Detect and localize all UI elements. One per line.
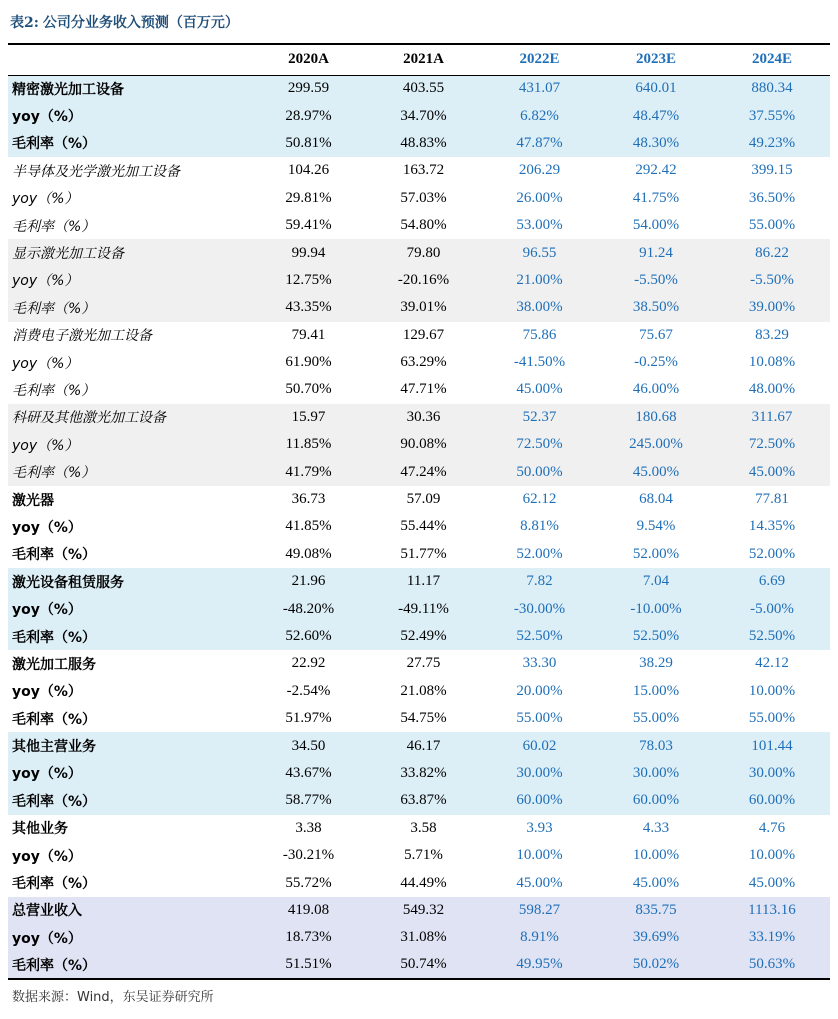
table-row — [8, 650, 830, 677]
revenue-forecast-table-container — [8, 43, 830, 980]
cell-2021a: 55.44% — [400, 518, 447, 535]
row-label: 激光加工服务 — [12, 656, 96, 673]
cell-2020a: 11.85% — [251, 431, 366, 458]
cell-2022e: 52.00% — [516, 545, 563, 562]
cell-2021a: 34.70% — [366, 102, 481, 129]
table-row — [8, 185, 830, 212]
table-row — [8, 458, 830, 485]
cell-2021a: 63.87% — [366, 787, 481, 814]
cell-2024e: 39.00% — [714, 294, 830, 321]
cell-2023e: 78.03 — [598, 732, 714, 759]
cell-2020a: 104.26 — [287, 162, 330, 179]
table-row — [8, 431, 830, 458]
cell-2022e: 75.86 — [522, 326, 557, 343]
cell-2020a: -48.20% — [251, 595, 366, 622]
cell-2022e: 53.00% — [516, 217, 563, 234]
row-label: 半导体及光学激光加工设备 — [12, 163, 180, 180]
row-label: 毛利率（%） — [8, 458, 251, 485]
cell-2023e: 48.47% — [598, 102, 714, 129]
cell-2024e: 33.19% — [714, 924, 830, 951]
cell-2024e: 37.55% — [714, 102, 830, 129]
cell-2024e: 55.00% — [748, 217, 796, 234]
cell-2024e: 49.23% — [714, 130, 830, 157]
cell-2023e: 54.00% — [632, 217, 680, 234]
cell-2024e: 86.22 — [714, 239, 830, 266]
cell-2020a: 61.90% — [285, 354, 332, 371]
cell-2023e: 52.50% — [598, 623, 714, 650]
row-label: 毛利率（%） — [8, 787, 251, 814]
cell-2024e: -5.50% — [714, 267, 830, 294]
cell-2021a: 57.09 — [406, 491, 441, 508]
cell-2020a: 49.08% — [285, 545, 332, 562]
cell-2022e: 45.00% — [516, 874, 563, 891]
cell-2021a: 52.49% — [366, 623, 481, 650]
header-2021a: 2021A — [366, 44, 481, 75]
cell-2023e: 50.02% — [598, 952, 714, 979]
table-row — [8, 952, 830, 979]
cell-2024e: 55.00% — [748, 710, 796, 727]
cell-2022e: 45.00% — [516, 381, 563, 398]
cell-2020a: 51.97% — [285, 710, 332, 727]
cell-2022e: 62.12 — [522, 491, 557, 508]
table-row — [8, 815, 830, 842]
cell-2023e: 75.67 — [639, 326, 673, 343]
cell-2020a: 41.85% — [285, 518, 332, 535]
cell-2024e: 77.81 — [755, 491, 789, 508]
revenue-forecast-table — [8, 43, 830, 980]
row-label: yoy（%） — [12, 848, 82, 865]
cell-2022e: 33.30 — [522, 655, 557, 672]
cell-2020a: 15.97 — [251, 404, 366, 431]
row-label: 科研及其他激光加工设备 — [8, 404, 251, 431]
cell-2023e: -0.25% — [634, 354, 678, 371]
cell-2022e: 8.81% — [520, 518, 559, 535]
cell-2024e: 101.44 — [714, 732, 830, 759]
cell-2023e: 45.00% — [632, 874, 680, 891]
row-label: 毛利率（%） — [8, 623, 251, 650]
table-row — [8, 623, 830, 650]
cell-2021a: 31.08% — [366, 924, 481, 951]
cell-2023e: 38.50% — [598, 294, 714, 321]
cell-2022e: 52.37 — [481, 404, 598, 431]
cell-2022e: 60.00% — [481, 787, 598, 814]
cell-2023e: 39.69% — [598, 924, 714, 951]
row-label: yoy（%） — [8, 924, 251, 951]
cell-2023e: 52.00% — [632, 545, 680, 562]
cell-2020a: 18.73% — [251, 924, 366, 951]
cell-2021a: 51.77% — [400, 545, 447, 562]
cell-2020a: 34.50 — [251, 732, 366, 759]
table-row — [8, 760, 830, 787]
cell-2023e: -10.00% — [598, 595, 714, 622]
cell-2024e: 311.67 — [714, 404, 830, 431]
cell-2022e: 21.00% — [481, 267, 598, 294]
cell-2020a: 41.79% — [251, 458, 366, 485]
cell-2021a: 50.74% — [366, 952, 481, 979]
row-label: yoy（%） — [8, 595, 251, 622]
cell-2020a: -30.21% — [282, 847, 335, 864]
cell-2023e: 292.42 — [635, 162, 677, 179]
table-row — [8, 404, 830, 431]
table-row — [8, 322, 830, 349]
row-label: 毛利率（%） — [12, 382, 96, 399]
cell-2020a: 55.72% — [285, 874, 332, 891]
cell-2020a: 43.35% — [251, 294, 366, 321]
cell-2020a: 22.92 — [291, 655, 326, 672]
cell-2020a: 21.96 — [251, 568, 366, 595]
header-2022e: 2022E — [481, 44, 598, 75]
table-row — [8, 705, 830, 732]
cell-2024e: 10.00% — [748, 682, 796, 699]
cell-2024e: 52.50% — [714, 623, 830, 650]
cell-2021a: 79.80 — [366, 239, 481, 266]
table-row — [8, 513, 830, 540]
cell-2020a: 3.38 — [295, 819, 322, 836]
cell-2020a: -2.54% — [286, 682, 331, 699]
cell-2021a: 47.24% — [366, 458, 481, 485]
cell-2020a: 43.67% — [251, 760, 366, 787]
cell-2021a: 44.49% — [400, 874, 447, 891]
source-note: 数据来源：Wind，东吴证券研究所 — [12, 990, 214, 1005]
cell-2022e: 26.00% — [516, 189, 563, 206]
cell-2024e: 14.35% — [748, 518, 796, 535]
cell-2024e: 10.00% — [748, 847, 796, 864]
cell-2020a: 58.77% — [251, 787, 366, 814]
cell-2020a: 28.97% — [251, 102, 366, 129]
row-label: 总营业收入 — [8, 897, 251, 924]
row-label: 毛利率（%） — [12, 218, 96, 235]
cell-2020a: 50.81% — [251, 130, 366, 157]
cell-2021a: 21.08% — [400, 682, 447, 699]
row-label: 其他业务 — [12, 821, 68, 838]
cell-2022e: 50.00% — [481, 458, 598, 485]
header-2023e: 2023E — [598, 44, 714, 75]
cell-2020a: 12.75% — [251, 267, 366, 294]
cell-2024e: 399.15 — [751, 162, 793, 179]
table-row — [8, 678, 830, 705]
cell-2021a: 163.72 — [402, 162, 445, 179]
row-label: yoy（%） — [8, 431, 251, 458]
cell-2020a: 51.51% — [251, 952, 366, 979]
table-row — [8, 130, 830, 157]
cell-2023e: 60.00% — [598, 787, 714, 814]
cell-2020a: 79.41 — [291, 326, 326, 343]
table-body — [8, 75, 830, 979]
cell-2022e: 6.82% — [481, 102, 598, 129]
row-label: 毛利率（%） — [12, 711, 97, 728]
cell-2024e: 1113.16 — [714, 897, 830, 924]
cell-2023e: 4.33 — [642, 819, 670, 836]
cell-2021a: 39.01% — [366, 294, 481, 321]
cell-2024e: 45.00% — [748, 874, 796, 891]
table-row — [8, 239, 830, 266]
cell-2023e: 10.00% — [632, 847, 680, 864]
table-row — [8, 294, 830, 321]
cell-2022e: 8.91% — [481, 924, 598, 951]
cell-2020a: 29.81% — [285, 189, 332, 206]
table-row — [8, 349, 830, 376]
header-2020a: 2020A — [251, 44, 366, 75]
cell-2021a: 47.71% — [400, 381, 447, 398]
cell-2022e: 30.00% — [481, 760, 598, 787]
cell-2022e: 60.02 — [481, 732, 598, 759]
cell-2021a: 129.67 — [402, 326, 445, 343]
cell-2021a: 33.82% — [366, 760, 481, 787]
cell-2022e: 206.29 — [518, 162, 561, 179]
cell-2020a: 419.08 — [251, 897, 366, 924]
row-label: yoy（%） — [8, 760, 251, 787]
row-label: yoy（%） — [8, 102, 251, 129]
cell-2022e: 49.95% — [481, 952, 598, 979]
cell-2024e: 6.69 — [714, 568, 830, 595]
table-row — [8, 732, 830, 759]
cell-2023e: 68.04 — [639, 491, 673, 508]
cell-2024e: 30.00% — [714, 760, 830, 787]
row-label: 毛利率（%） — [12, 547, 97, 564]
table-row — [8, 869, 830, 896]
table-row — [8, 595, 830, 622]
cell-2022e: -30.00% — [481, 595, 598, 622]
header-row — [8, 44, 830, 75]
table-row — [8, 541, 830, 568]
cell-2023e: 30.00% — [598, 760, 714, 787]
cell-2023e: 9.54% — [636, 518, 676, 535]
table-row — [8, 157, 830, 184]
cell-2023e: 640.01 — [598, 75, 714, 102]
cell-2024e: 60.00% — [714, 787, 830, 814]
table-row — [8, 75, 830, 102]
cell-2020a: 299.59 — [251, 75, 366, 102]
cell-2022e: 47.87% — [481, 130, 598, 157]
cell-2021a: 5.71% — [404, 847, 443, 864]
cell-2022e: 598.27 — [481, 897, 598, 924]
table-row — [8, 376, 830, 403]
table-title: 公司分业务收入预测（百万元） — [42, 15, 239, 31]
cell-2023e: 38.29 — [639, 655, 673, 672]
header-label-column — [8, 44, 251, 75]
cell-2020a: 36.73 — [291, 491, 326, 508]
cell-2021a: 11.17 — [366, 568, 481, 595]
cell-2024e: 36.50% — [748, 189, 796, 206]
cell-2024e: 4.76 — [758, 819, 786, 836]
cell-2021a: 403.55 — [366, 75, 481, 102]
cell-2024e: 48.00% — [748, 381, 796, 398]
cell-2022e: 10.00% — [516, 847, 563, 864]
table-row — [8, 102, 830, 129]
row-label: 毛利率（%） — [8, 294, 251, 321]
cell-2021a: 30.36 — [366, 404, 481, 431]
cell-2022e: 431.07 — [481, 75, 598, 102]
cell-2021a: -20.16% — [366, 267, 481, 294]
cell-2022e: 38.00% — [481, 294, 598, 321]
cell-2021a: 63.29% — [400, 354, 447, 371]
cell-2023e: 48.30% — [598, 130, 714, 157]
cell-2023e: 7.04 — [598, 568, 714, 595]
cell-2021a: 54.75% — [400, 710, 447, 727]
row-label: yoy（%） — [12, 355, 79, 372]
table-row — [8, 486, 830, 513]
cell-2023e: 41.75% — [632, 189, 680, 206]
table-number: 表2: — [10, 15, 39, 31]
cell-2023e: -5.50% — [598, 267, 714, 294]
table-row — [8, 897, 830, 924]
row-label: yoy（%） — [12, 519, 82, 536]
cell-2024e: 72.50% — [714, 431, 830, 458]
cell-2023e: 45.00% — [598, 458, 714, 485]
cell-2021a: 3.58 — [410, 819, 437, 836]
cell-2022e: 52.50% — [481, 623, 598, 650]
cell-2021a: 27.75 — [406, 655, 441, 672]
cell-2021a: 90.08% — [366, 431, 481, 458]
row-label: 显示激光加工设备 — [8, 239, 251, 266]
row-label: 毛利率（%） — [12, 876, 97, 893]
header-2024e: 2024E — [714, 44, 830, 75]
cell-2021a: -49.11% — [366, 595, 481, 622]
row-label: yoy（%） — [12, 191, 79, 208]
cell-2024e: 880.34 — [714, 75, 830, 102]
cell-2020a: 50.70% — [285, 381, 332, 398]
cell-2024e: 45.00% — [714, 458, 830, 485]
row-label: yoy（%） — [12, 684, 82, 701]
cell-2022e: 7.82 — [481, 568, 598, 595]
cell-2021a: 48.83% — [366, 130, 481, 157]
cell-2022e: 96.55 — [481, 239, 598, 266]
cell-2022e: 72.50% — [481, 431, 598, 458]
cell-2024e: -5.00% — [714, 595, 830, 622]
table-row — [8, 212, 830, 239]
cell-2020a: 52.60% — [251, 623, 366, 650]
cell-2023e: 245.00% — [598, 431, 714, 458]
table-row — [8, 787, 830, 814]
table-row — [8, 842, 830, 869]
cell-2024e: 42.12 — [755, 655, 789, 672]
row-label: 激光设备租赁服务 — [8, 568, 251, 595]
cell-2021a: 54.80% — [400, 217, 447, 234]
cell-2021a: 46.17 — [366, 732, 481, 759]
cell-2023e: 91.24 — [598, 239, 714, 266]
table-row — [8, 267, 830, 294]
cell-2023e: 46.00% — [632, 381, 680, 398]
row-label: yoy（%） — [8, 267, 251, 294]
cell-2024e: 52.00% — [748, 545, 796, 562]
table-row — [8, 568, 830, 595]
row-label: 毛利率（%） — [8, 130, 251, 157]
cell-2022e: 20.00% — [516, 682, 563, 699]
cell-2020a: 59.41% — [285, 217, 332, 234]
cell-2022e: 55.00% — [516, 710, 563, 727]
row-label: 毛利率（%） — [8, 952, 251, 979]
table-row — [8, 924, 830, 951]
table-caption — [10, 12, 239, 34]
cell-2021a: 549.32 — [366, 897, 481, 924]
cell-2023e: 835.75 — [598, 897, 714, 924]
cell-2024e: 50.63% — [714, 952, 830, 979]
row-label: 其他主营业务 — [8, 732, 251, 759]
row-label: 精密激光加工设备 — [8, 75, 251, 102]
cell-2022e: -41.50% — [513, 354, 566, 371]
cell-2023e: 15.00% — [632, 682, 680, 699]
cell-2020a: 99.94 — [251, 239, 366, 266]
cell-2021a: 57.03% — [400, 189, 447, 206]
row-label: 消费电子激光加工设备 — [12, 328, 152, 345]
cell-2023e: 180.68 — [598, 404, 714, 431]
cell-2023e: 55.00% — [632, 710, 680, 727]
cell-2022e: 3.93 — [526, 819, 553, 836]
cell-2024e: 10.08% — [748, 354, 796, 371]
row-label: 激光器 — [12, 492, 54, 509]
cell-2024e: 83.29 — [755, 326, 789, 343]
